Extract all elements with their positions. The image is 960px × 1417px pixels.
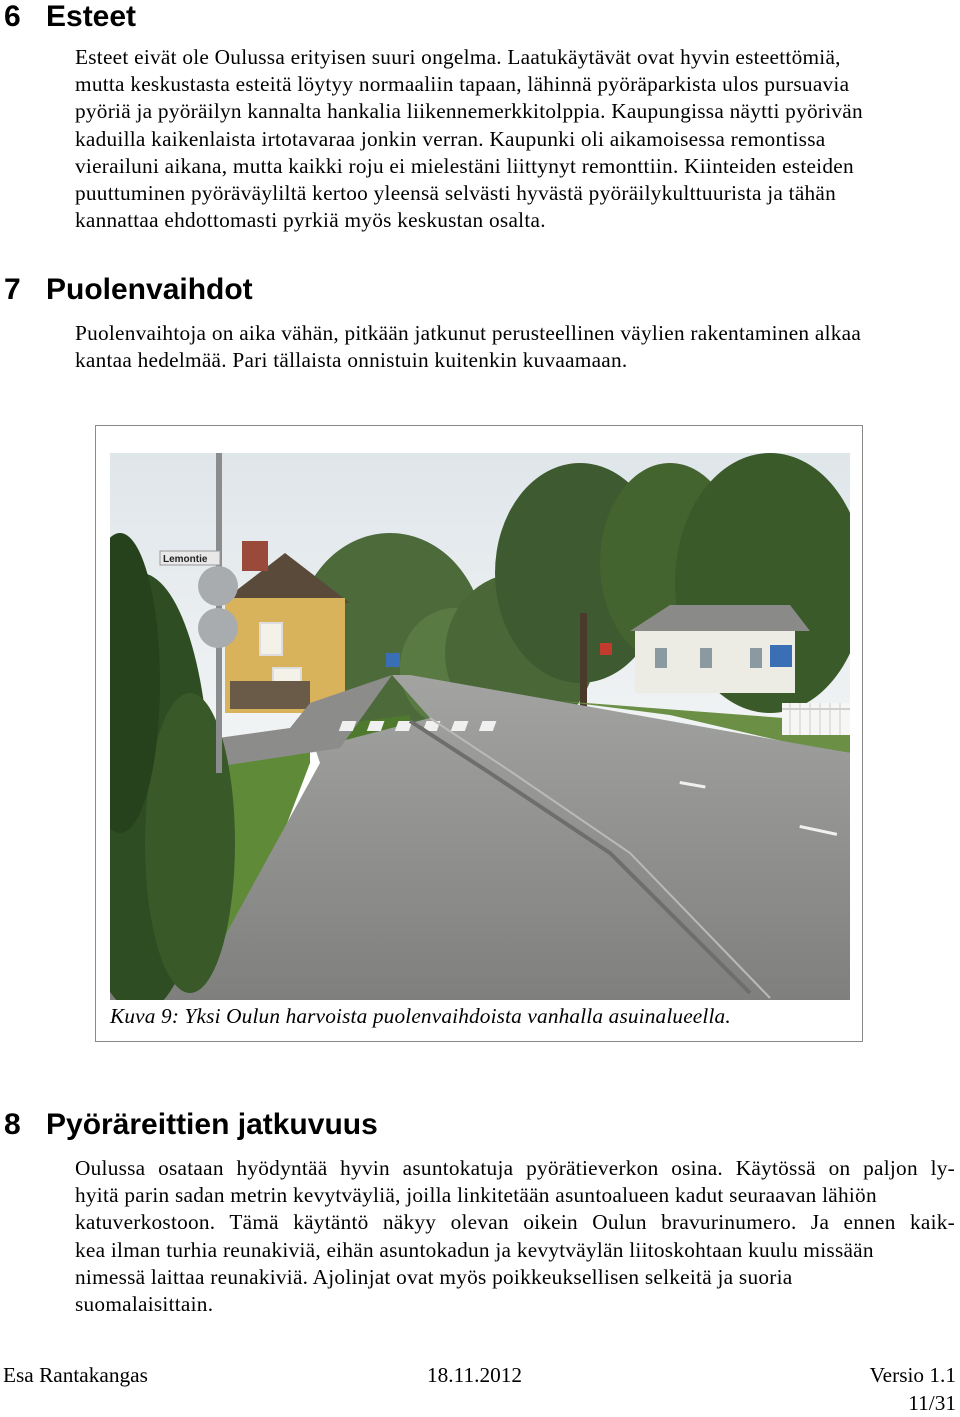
paragraph-line: pyöriä ja pyöräilyn kannalta hankalia liikennemerkkitolppia. Kaupungissa näytti pyörivän — [75, 99, 863, 124]
paragraph-line: katuverkostoon. Tämä käytäntö näkyy olevan oikein Oulun bravurinumero. Ja ennen kaik- — [75, 1210, 955, 1235]
paragraph-line: Esteet eivät ole Oulussa erityisen suuri ongelma. Laatukäytävät ovat hyvin esteettömiä, — [75, 45, 841, 69]
figure-frame — [95, 425, 863, 1042]
section-7-number: 7 — [4, 273, 21, 306]
footer-author: Esa Rantakangas — [3, 1363, 148, 1387]
paragraph-line: mutta keskustasta esteitä löytyy normaaliin tapaan, lähinnä pyöräparkista ulos pursuavia — [75, 72, 850, 97]
figure-caption: Kuva 9: Yksi Oulun harvoista puolenvaihdoista vanhalla asuinalueella. — [110, 1004, 731, 1028]
section-6-number: 6 — [4, 0, 21, 33]
section-8-number: 8 — [4, 1108, 21, 1141]
paragraph-line: kannattaa ehdottomasti pyrkiä myös keskustan osalta. — [75, 208, 546, 233]
paragraph-line: Puolenvaihtoja on aika vähän, pitkään jatkunut perusteellinen väylien rakentaminen alkaa — [75, 321, 862, 345]
section-7-paragraph — [75, 320, 955, 374]
paragraph-line: puuttuminen pyöräväyliltä kertoo yleensä selvästi hyvästä pyöräilykulttuurista ja tähän — [75, 181, 837, 206]
paragraph-line: nimessä laittaa reunakiviä. Ajolinjat ovat myös poikkeuksellisen selkeitä ja suoria — [75, 1264, 793, 1289]
footer-date: 18.11.2012 — [427, 1363, 523, 1387]
paragraph-line: hyitä parin sadan metrin kevytväyliä, joilla linkitetään asuntoalueen kadut seuraavan lähiön — [75, 1183, 877, 1208]
section-7-heading — [4, 273, 253, 307]
section-8-title: Pyöräreittien jatkuvuus — [46, 1108, 378, 1141]
street-sign-text: Lemontie — [163, 554, 208, 565]
footer-version: Versio 1.1 — [869, 1363, 956, 1387]
paragraph-line: vierailuni aikana, mutta kaikki roju ei mielestäni liittynyt remonttiin. Kiinteiden esteiden — [75, 153, 854, 178]
paragraph-line: Oulussa osataan hyödyntää hyvin asuntokatuja pyörätieverkon osina. Käytössä on paljon ly- — [75, 1156, 955, 1180]
paragraph-line: kaduilla kaikenlaista irtotavaraa jonkin verran. Kaupunki oli aikamoisessa remontissa — [75, 126, 826, 151]
section-8-paragraph — [75, 1155, 955, 1318]
section-7-title: Puolenvaihdot — [46, 273, 253, 306]
section-6-paragraph — [75, 44, 955, 234]
footer-page-number: 11/31 — [908, 1391, 956, 1415]
section-8-heading — [4, 1108, 378, 1142]
white-fence — [782, 703, 850, 735]
paragraph-line: kea ilman turhia reunakiviä, eihän asuntokadun ja kevytväylän liitoskohtaan kuulu missään — [75, 1237, 874, 1262]
section-6-title: Esteet — [46, 0, 137, 33]
paragraph-line: suomalaisittain. — [75, 1292, 214, 1317]
street-photo — [110, 453, 850, 1000]
section-6-heading — [4, 0, 136, 34]
paragraph-line: kantaa hedelmää. Pari tällaista onnistuin kuitenkin kuvaamaan. — [75, 348, 628, 373]
